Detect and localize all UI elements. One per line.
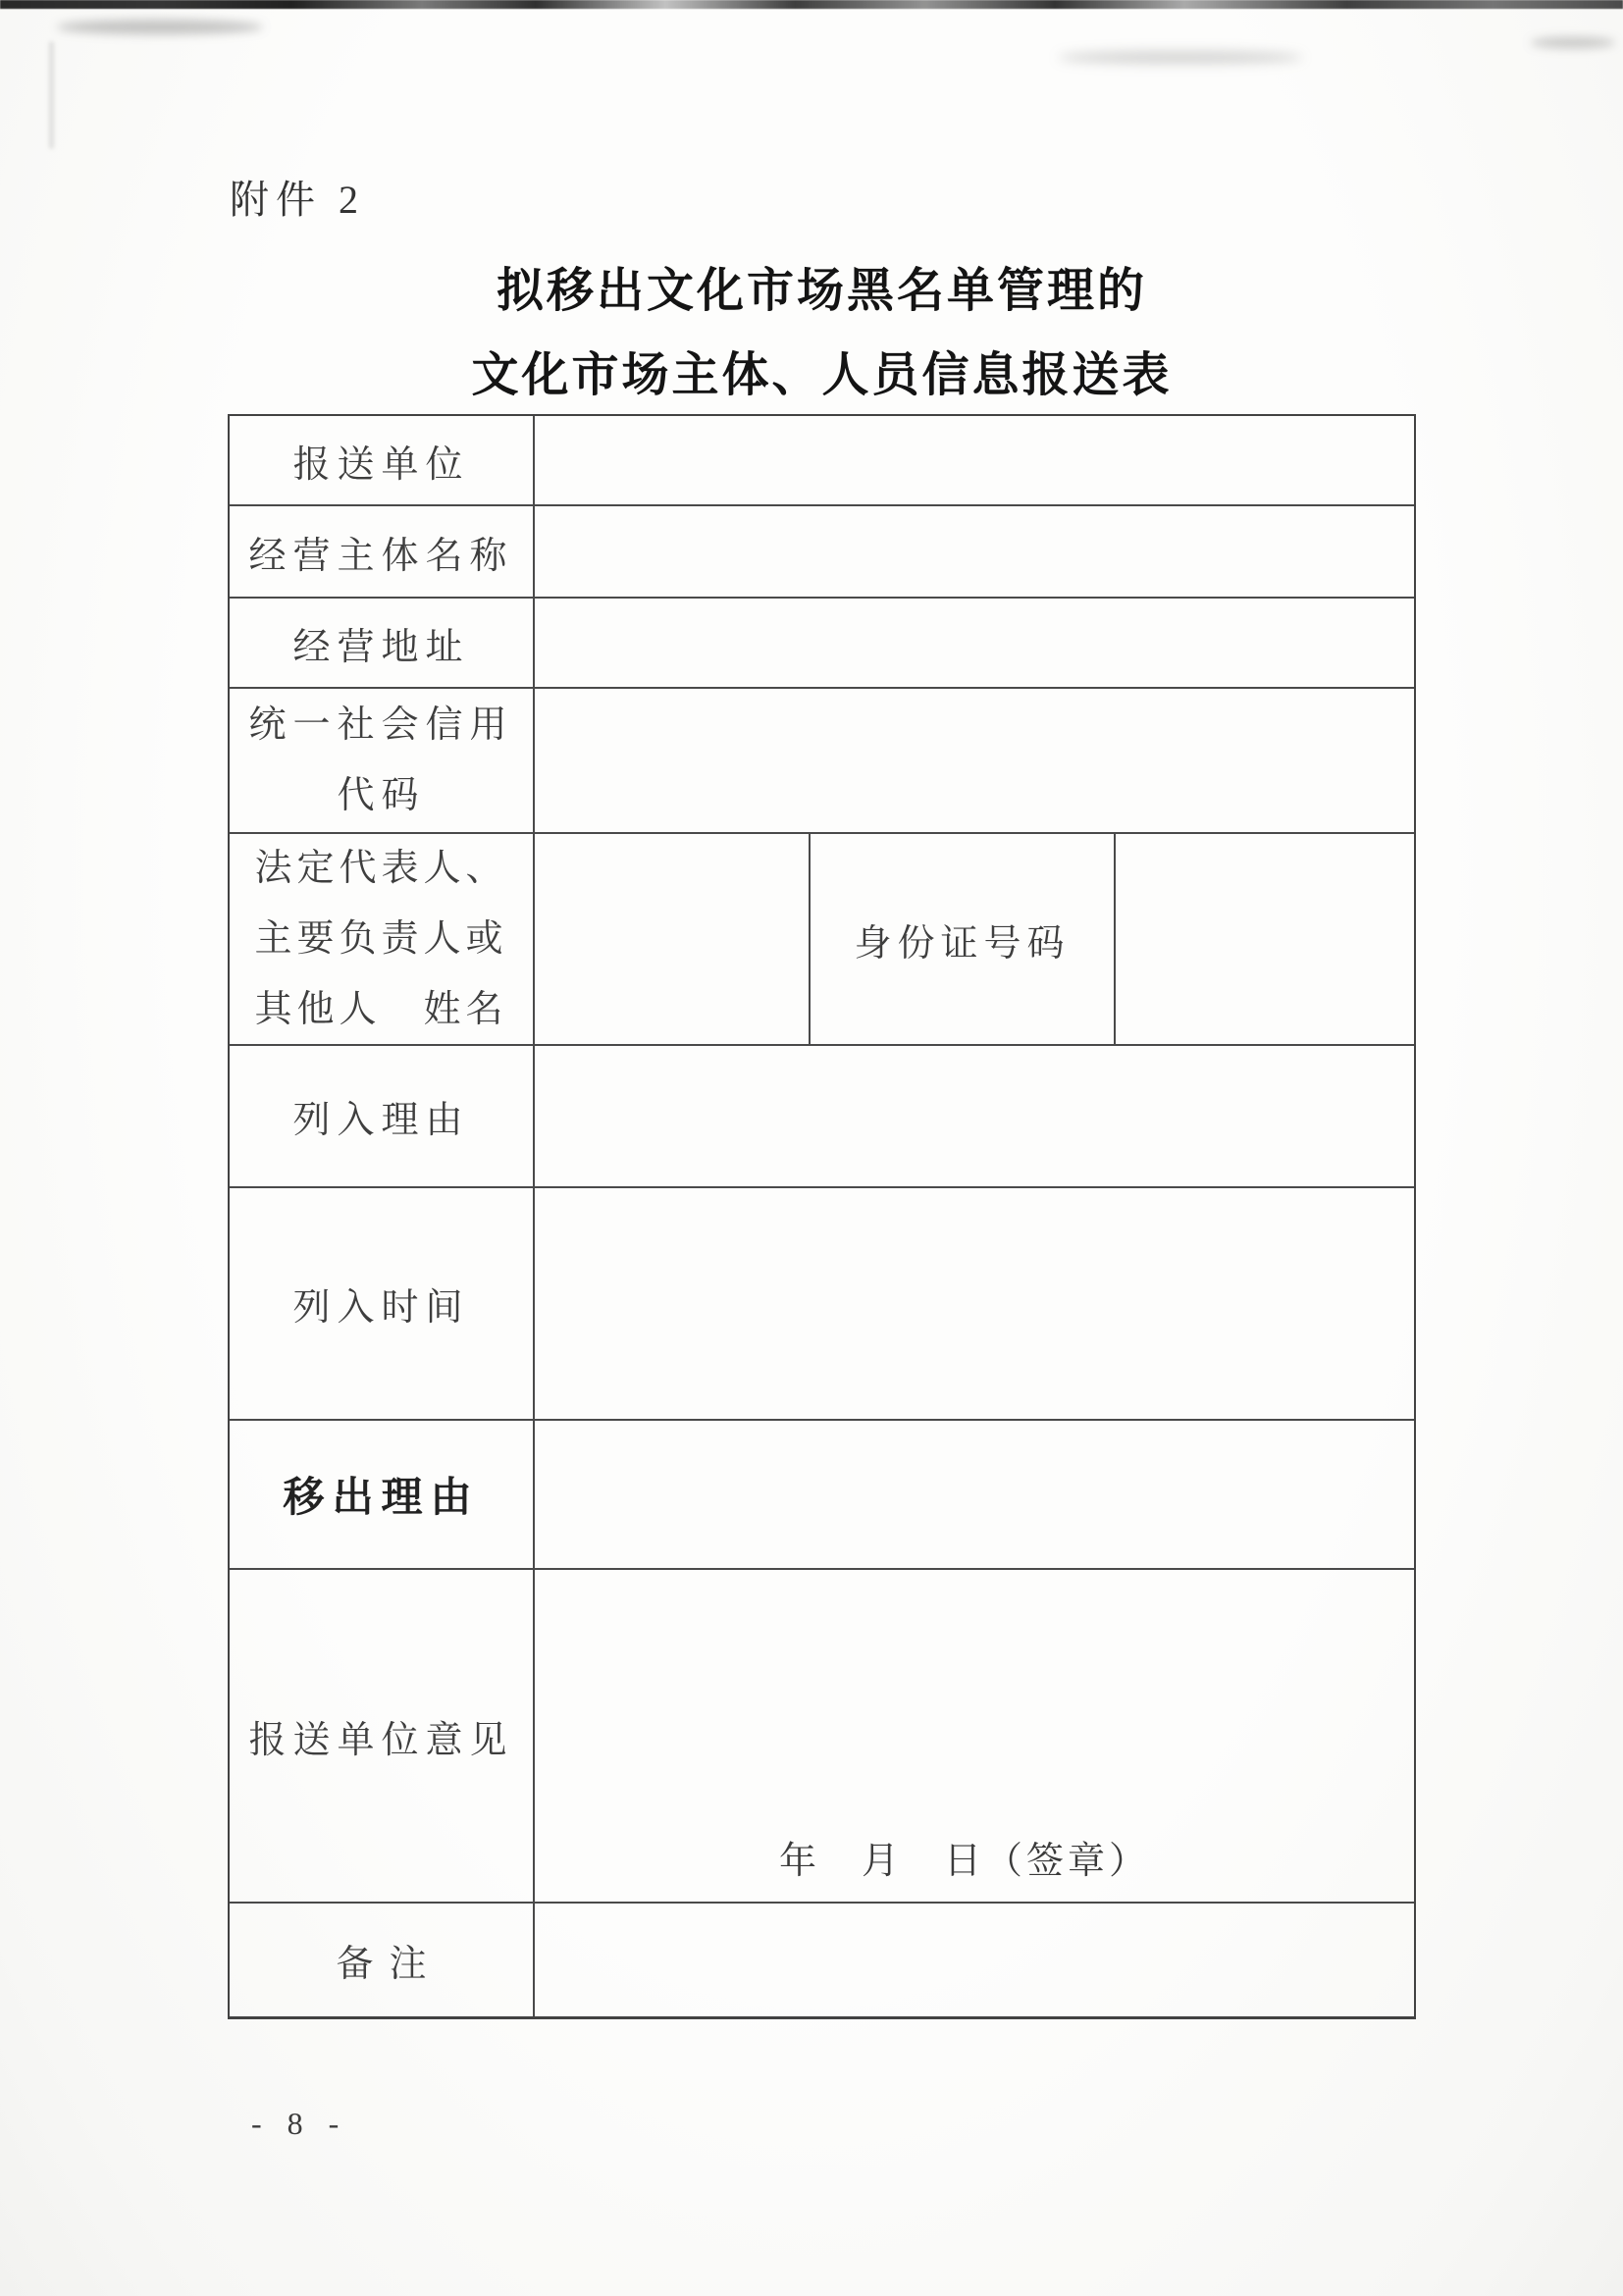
- form-table: [228, 414, 1416, 2019]
- row-label: [230, 1904, 535, 2016]
- row-label-line1: 法定代表人、: [254, 848, 508, 889]
- id-number-label-cell: [811, 834, 1116, 1044]
- business-address-value-cell: [535, 599, 1414, 687]
- row-label-line3: 其他人 姓名: [254, 989, 508, 1030]
- row-legal-representative: [230, 834, 1414, 1046]
- page-title-line2: 文化市场主体、人员信息报送表: [471, 349, 1173, 401]
- row-credit-code: [230, 689, 1414, 834]
- attachment-label: 附件 2: [230, 178, 365, 222]
- row-label-line2: 主要负责人或: [254, 918, 508, 960]
- scan-smudge: [57, 20, 263, 34]
- entity-name-value-cell: [535, 506, 1414, 597]
- row-unit-opinion: [230, 1570, 1414, 1904]
- scan-smudge: [1531, 37, 1615, 48]
- inclusion-time-value-cell: [535, 1188, 1414, 1419]
- page-title: [228, 249, 1416, 418]
- removal-reason-value-cell: [535, 1421, 1414, 1568]
- row-reporting-unit: [230, 416, 1414, 506]
- row-label: [230, 506, 535, 597]
- date-seal-line: 年 月 日（签章）: [778, 1841, 1150, 1882]
- inclusion-reason-value-cell: [535, 1046, 1414, 1186]
- remarks-value-cell: [535, 1904, 1414, 2016]
- scan-smudge: [1058, 51, 1303, 64]
- row-business-address: [230, 599, 1414, 689]
- row-label-line1: 统一社会信用: [248, 704, 514, 746]
- page-number: - 8 -: [251, 2106, 348, 2141]
- scan-smudge: [49, 41, 54, 149]
- row-label-text: 报送单位: [292, 444, 470, 486]
- row-label-text: 列入理由: [292, 1100, 470, 1141]
- row-label-text: 移出理由: [283, 1474, 480, 1520]
- row-label-text: 列入时间: [292, 1287, 470, 1329]
- row-entity-name: [230, 506, 1414, 599]
- legal-representative-subcells: [535, 834, 1414, 1044]
- representative-name-value-cell: [535, 834, 811, 1044]
- row-remarks: [230, 1904, 1414, 2016]
- unit-opinion-value-cell: [535, 1570, 1414, 1902]
- row-label-text: 经营主体名称: [248, 535, 514, 577]
- row-label: [230, 1421, 535, 1568]
- row-inclusion-time: [230, 1188, 1414, 1421]
- row-inclusion-reason: [230, 1046, 1414, 1188]
- row-label: [230, 599, 535, 687]
- row-label-text: 经营地址: [292, 626, 470, 668]
- id-number-label: 身份证号码: [854, 922, 1071, 965]
- row-label: [230, 1046, 535, 1186]
- row-label: [230, 1570, 535, 1902]
- row-label: [230, 834, 535, 1044]
- row-label: [230, 689, 535, 832]
- credit-code-value-cell: [535, 689, 1414, 832]
- row-label: [230, 1188, 535, 1419]
- row-label: [230, 416, 535, 504]
- reporting-unit-value-cell: [535, 416, 1414, 504]
- row-label-text: 报送单位意见: [248, 1719, 514, 1761]
- row-removal-reason: [230, 1421, 1414, 1570]
- row-label-line2: 代码: [337, 775, 426, 816]
- id-number-value-cell: [1116, 834, 1414, 1044]
- scan-edge-artifact: [0, 0, 1623, 9]
- row-label-text: 备注: [336, 1944, 443, 1985]
- page-title-line1: 拟移出文化市场黑名单管理的: [496, 265, 1147, 317]
